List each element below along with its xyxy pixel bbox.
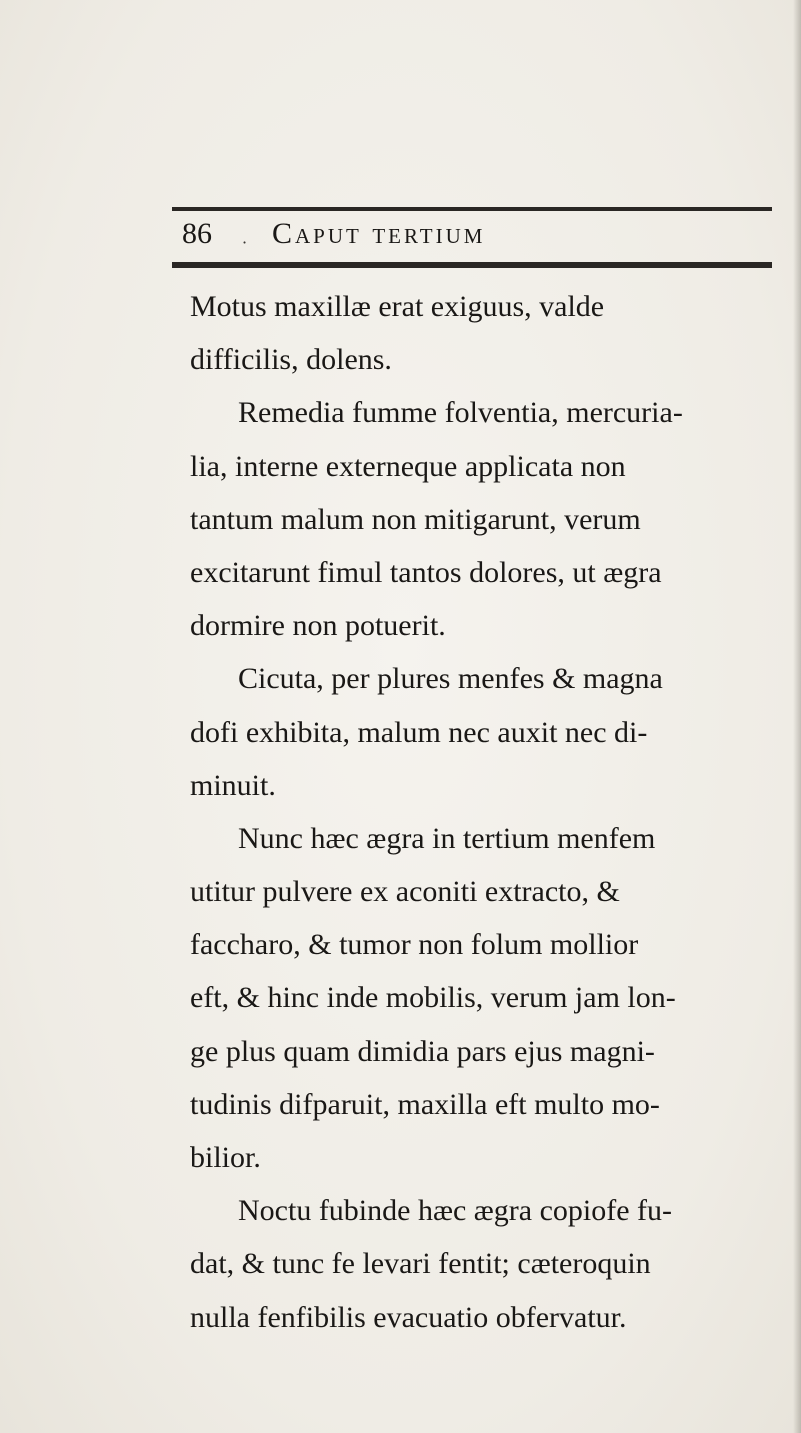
text-line: Motus maxillæ erat exiguus, valde (190, 290, 605, 323)
text-line: dormire non potuerit. (190, 609, 446, 643)
page-number: 86 (182, 217, 212, 250)
text-line: Cicuta, per plures menfes & magna (238, 662, 663, 696)
text-line: dofi exhibita, malum nec auxit nec di- (190, 715, 648, 749)
text-line: Noctu fubinde hæc ægra copiofe fu- (238, 1194, 673, 1228)
header-rule-top (172, 207, 772, 211)
title-mark: · (242, 233, 248, 252)
body-text (190, 280, 790, 1344)
text-line: dat, & tunc fe levari fentit; cæteroquin (190, 1247, 651, 1281)
text-line: excitarunt fimul tantos dolores, ut ægra (190, 555, 662, 589)
running-head (168, 213, 778, 263)
text-line: tudinis difparuit, maxilla eft multo mo- (190, 1087, 660, 1121)
text-line: tantum malum non mitigarunt, verum (190, 502, 641, 536)
running-title: Caput tertium (272, 217, 486, 250)
text-line: minuit. (190, 768, 276, 802)
header-rule-bottom (172, 262, 772, 268)
text-line: nulla fenfibilis evacuatio obfervatur. (190, 1300, 627, 1334)
text-line: faccharo, & tumor non folum mollior (190, 928, 639, 962)
text-line: difficilis, dolens. (190, 343, 392, 377)
text-line: eft, & hinc inde mobilis, verum jam lon- (190, 981, 676, 1015)
text-line: bilior. (190, 1141, 261, 1174)
text-line: Nunc hæc ægra in tertium menfem (238, 821, 656, 855)
text-line: utitur pulvere ex aconiti extracto, & (190, 875, 620, 909)
page-edge-shadow (793, 0, 801, 1433)
text-line: Remedia fumme folventia, mercuria- (238, 396, 683, 430)
text-line: ge plus quam dimidia pars ejus magni- (190, 1034, 655, 1068)
text-line: lia, interne externeque applicata non (190, 449, 626, 483)
